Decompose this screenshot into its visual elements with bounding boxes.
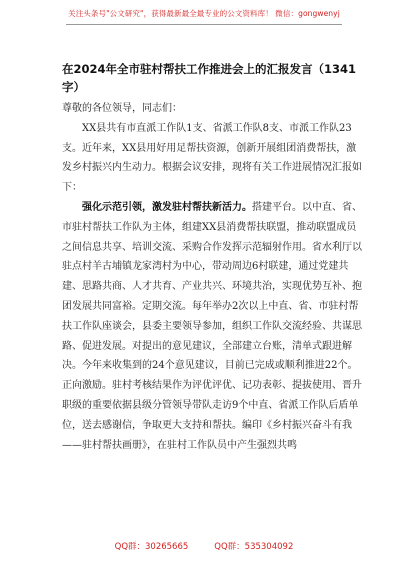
header-divider (66, 24, 342, 25)
section-text: 搭建平台。以中直、省、市驻村帮扶工作队为主体，组建XX县消费帮扶联盟，推动联盟成员之间信息共享、培训交流、采购合作发挥示范辐射作用。省水利厅以驻点村羊古埔镇龙家湾村为中心，带动周边6村联建，通过党建共建、思路共商、人才共育、产业共兴、环境共治，实现优势互补、抱团发展共同富裕。定期交流。每年举办2次以上中直、省、市驻村帮扶工作队座谈会，县委主要领导参加，组织工作队交流经验、共谋思路、促进发展。对提出的意见建议，全部建立台账，清单式跟进解决。今年来收集到的24个意见建议，目前已完成或顺利推进22个。正向激励。驻村考核结果作为评优评优、记功表彰、提拔使用、晋升职级的重要依据县级分管领导带队走访9个中直、省派工作队后盾单位，送去感谢信，争取更大支持和帮扶。编印《乡村振兴奋斗有我——驻村帮扶画册》，在驻村工作队员中产生强烈共鸣 (62, 201, 362, 451)
qq-group-1: QQ群：30265665 (114, 542, 189, 552)
section-heading: 强化示范引领，激发驻村帮扶新活力。 (82, 201, 252, 213)
document-title: 在2024年全市驻村帮扶工作推进会上的汇报发言（1341字） (62, 62, 357, 94)
salutation: 尊敬的各位领导，同志们： (62, 103, 182, 114)
header-banner: 关注头条号"公文研究"，获得最新最全最专业的公文资料库！ 微信：gongwenyj (68, 9, 340, 18)
intro-paragraph: XX县共有市直派工作队1支、省派工作队8支、市派工作队23支。近年来，XX县用好用足帮扶资源，创新开展组团消费帮扶，激发乡村振兴内生动力。根据会议安排，现将有关工作进展情况汇报如下： (62, 122, 362, 194)
footer-contact (0, 540, 408, 552)
qq-group-2: QQ群：535304092 (214, 542, 294, 552)
section-paragraph (62, 198, 362, 455)
document-body (62, 99, 362, 455)
